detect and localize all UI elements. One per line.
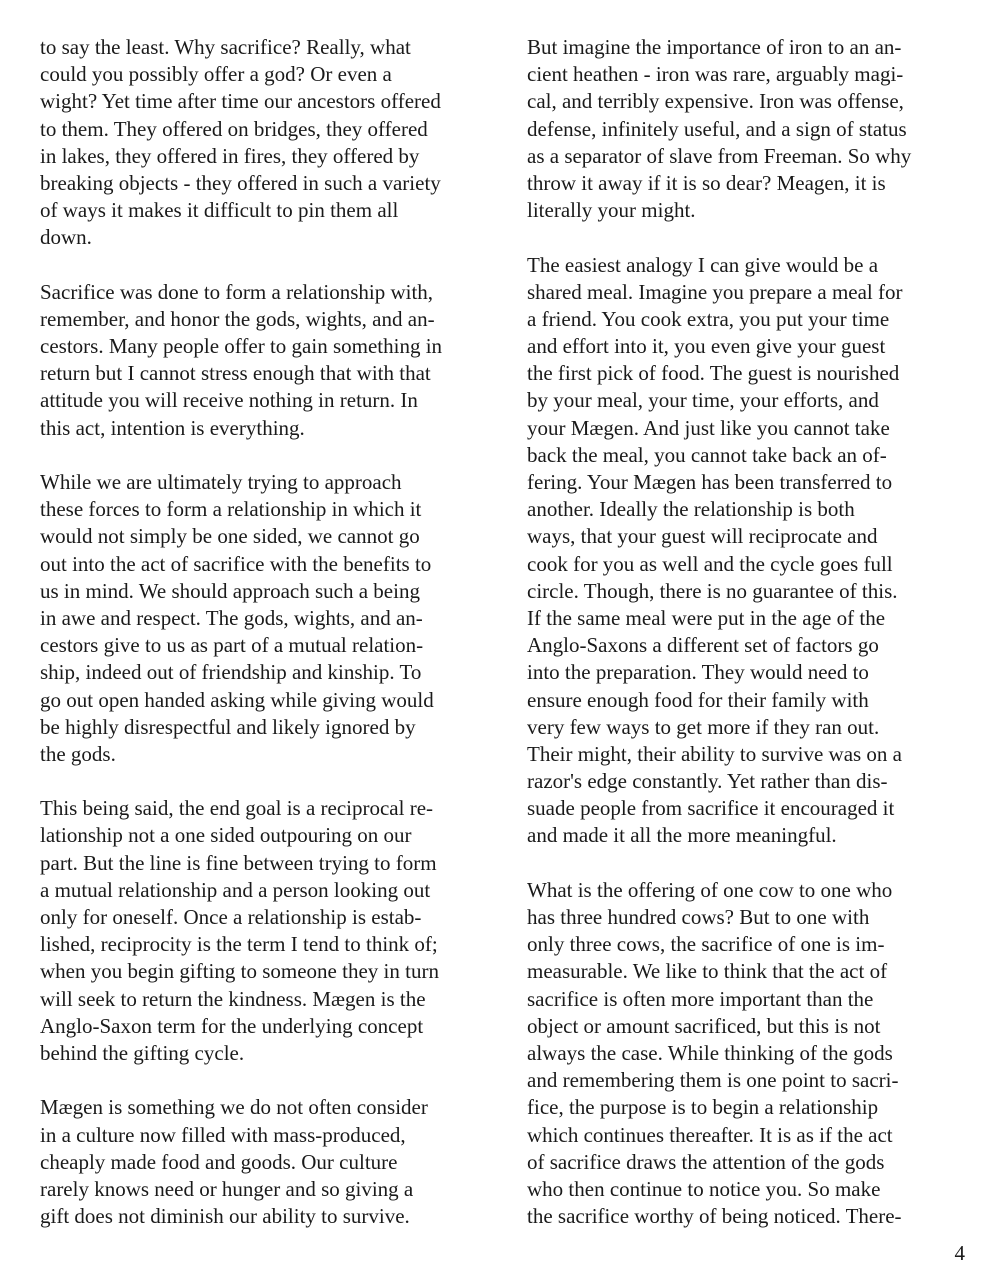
text-line: part. But the line is fine between trying to form	[40, 850, 437, 875]
text-line: This being said, the end goal is a reciprocal re-	[40, 796, 434, 821]
text-line: ways, that your guest will reciprocate and	[527, 524, 878, 549]
text-line: by your meal, your time, your efforts, and	[527, 388, 879, 413]
text-line: this act, intention is everything.	[40, 415, 305, 440]
text-line: cook for you as well and the cycle goes full	[527, 551, 893, 576]
text-line: another. Ideally the relationship is both	[527, 497, 855, 522]
text-line: only for oneself. Once a relationship is estab-	[40, 905, 422, 929]
text-line: shared meal. Imagine you prepare a meal for	[527, 279, 903, 304]
paragraph	[527, 252, 989, 850]
text-line: which continues thereafter. It is as if the act	[527, 1122, 893, 1147]
text-line: and remembering them is one point to sacri-	[527, 1068, 899, 1093]
paragraph-gap	[40, 252, 502, 279]
text-line: the gods.	[40, 741, 116, 766]
text-line: The easiest analogy I can give would be a	[527, 252, 879, 277]
text-line: and effort into it, you even give your guest	[527, 334, 886, 359]
text-line: these forces to form a relationship in which it	[40, 497, 422, 522]
paragraph-gap	[40, 768, 502, 795]
text-line: gift does not diminish our ability to survive.	[40, 1204, 410, 1229]
text-line: to them. They offered on bridges, they offered	[40, 116, 428, 141]
text-line: Anglo-Saxon term for the underlying concept	[40, 1013, 424, 1038]
text-line: go out open handed asking while giving would	[40, 687, 434, 712]
text-line: in lakes, they offered in fires, they offered by	[40, 143, 420, 168]
text-line: measurable. We like to think that the act of	[527, 959, 888, 984]
text-line: cient heathen - iron was rare, arguably magi-	[527, 62, 904, 87]
text-line: will seek to return the kindness. Mægen is the	[40, 986, 426, 1011]
text-line: of sacrifice draws the attention of the gods	[527, 1149, 885, 1174]
text-line: lationship not a one sided outpouring on our	[40, 823, 412, 848]
left-text-column	[40, 34, 502, 1230]
text-line: out into the act of sacrifice with the benefits to	[40, 551, 432, 576]
text-line: While we are ultimately trying to approach	[40, 470, 402, 494]
text-line: circle. Though, there is no guarantee of this.	[527, 578, 898, 603]
page-number: 4	[954, 1241, 965, 1265]
text-line: the sacrifice worthy of being noticed. There-	[527, 1204, 902, 1229]
text-line: wight? Yet time after time our ancestors offered	[40, 89, 441, 114]
text-line: your Mægen. And just like you cannot take	[527, 415, 890, 440]
text-line: the first pick of food. The guest is nourished	[527, 361, 900, 386]
text-line: be highly disrespectful and likely ignored by	[40, 714, 416, 739]
text-line: breaking objects - they offered in such a variety	[40, 170, 441, 195]
text-line: who then continue to notice you. So make	[527, 1176, 881, 1201]
right-text-column	[527, 34, 989, 1230]
text-line: sacrifice is often more important than the	[527, 986, 874, 1011]
text-line: Their might, their ability to survive was on a	[527, 741, 903, 766]
text-line: would not simply be one sided, we cannot go	[40, 524, 420, 549]
paragraph	[40, 34, 502, 252]
text-line: defense, infinitely useful, and a sign of status	[527, 116, 907, 141]
text-line: fice, the purpose is to begin a relationship	[527, 1095, 879, 1120]
text-line: as a separator of slave from Freeman. So why	[527, 143, 912, 168]
text-line: Sacrifice was done to form a relationship with,	[40, 279, 434, 304]
text-line: always the case. While thinking of the gods	[527, 1040, 893, 1065]
text-line: cestors. Many people offer to gain something in	[40, 334, 443, 359]
text-line: very few ways to get more if they ran out.	[527, 714, 880, 739]
text-line: razor's edge constantly. Yet rather than dis-	[527, 769, 888, 794]
paragraph	[527, 877, 989, 1230]
text-line: back the meal, you cannot take back an of-	[527, 442, 887, 467]
paragraph-gap	[527, 224, 989, 251]
text-line: fering. Your Mægen has been transferred to	[527, 470, 893, 494]
text-line: down.	[40, 225, 92, 250]
text-line: lished, reciprocity is the term I tend to think of;	[40, 932, 438, 957]
text-line: ensure enough food for their family with	[527, 687, 869, 712]
text-line: has three hundred cows? But to one with	[527, 905, 870, 929]
text-line: Anglo-Saxons a different set of factors go	[527, 633, 879, 658]
text-line: suade people from sacrifice it encouraged it	[527, 796, 895, 821]
text-line: cal, and terribly expensive. Iron was offense,	[527, 89, 904, 114]
paragraph	[40, 1094, 502, 1230]
text-line: when you begin gifting to someone they in turn	[40, 959, 439, 984]
text-line: literally your might.	[527, 198, 696, 223]
text-line: and made it all the more meaningful.	[527, 823, 837, 848]
text-line: cestors give to us as part of a mutual relation-	[40, 633, 424, 658]
paragraph	[40, 795, 502, 1067]
text-line: us in mind. We should approach such a being	[40, 578, 420, 603]
paragraph	[40, 469, 502, 768]
text-line: return but I cannot stress enough that with that	[40, 361, 431, 386]
paragraph	[40, 279, 502, 442]
text-line: object or amount sacrificed, but this is not	[527, 1013, 881, 1038]
text-line: remember, and honor the gods, wights, and an-	[40, 306, 435, 331]
paragraph	[527, 34, 989, 224]
text-line: What is the offering of one cow to one who	[527, 877, 893, 902]
text-line: attitude you will receive nothing in return. In	[40, 388, 418, 413]
text-line: behind the gifting cycle.	[40, 1040, 245, 1065]
paragraph-gap	[527, 850, 989, 877]
text-line: to say the least. Why sacrifice? Really, what	[40, 35, 411, 59]
text-line: If the same meal were put in the age of the	[527, 605, 886, 630]
text-line: a friend. You cook extra, you put your time	[527, 306, 890, 331]
text-line: cheaply made food and goods. Our culture	[40, 1149, 398, 1174]
text-line: of ways it makes it difficult to pin them all	[40, 198, 399, 223]
text-line: into the preparation. They would need to	[527, 660, 869, 685]
text-line: ship, indeed out of friendship and kinship. To	[40, 660, 422, 685]
paragraph-gap	[40, 442, 502, 469]
text-line: in a culture now filled with mass-produced,	[40, 1122, 406, 1147]
text-line: throw it away if it is so dear? Meagen, it is	[527, 170, 886, 195]
text-line: in awe and respect. The gods, wights, and an-	[40, 605, 423, 630]
text-line: only three cows, the sacrifice of one is im-	[527, 932, 885, 957]
text-line: But imagine the importance of iron to an an-	[527, 35, 902, 59]
text-line: Mægen is something we do not often consider	[40, 1095, 428, 1120]
text-line: could you possibly offer a god? Or even a	[40, 62, 392, 87]
text-line: rarely knows need or hunger and so giving a	[40, 1176, 414, 1201]
paragraph-gap	[40, 1067, 502, 1094]
text-line: a mutual relationship and a person looking out	[40, 877, 431, 902]
